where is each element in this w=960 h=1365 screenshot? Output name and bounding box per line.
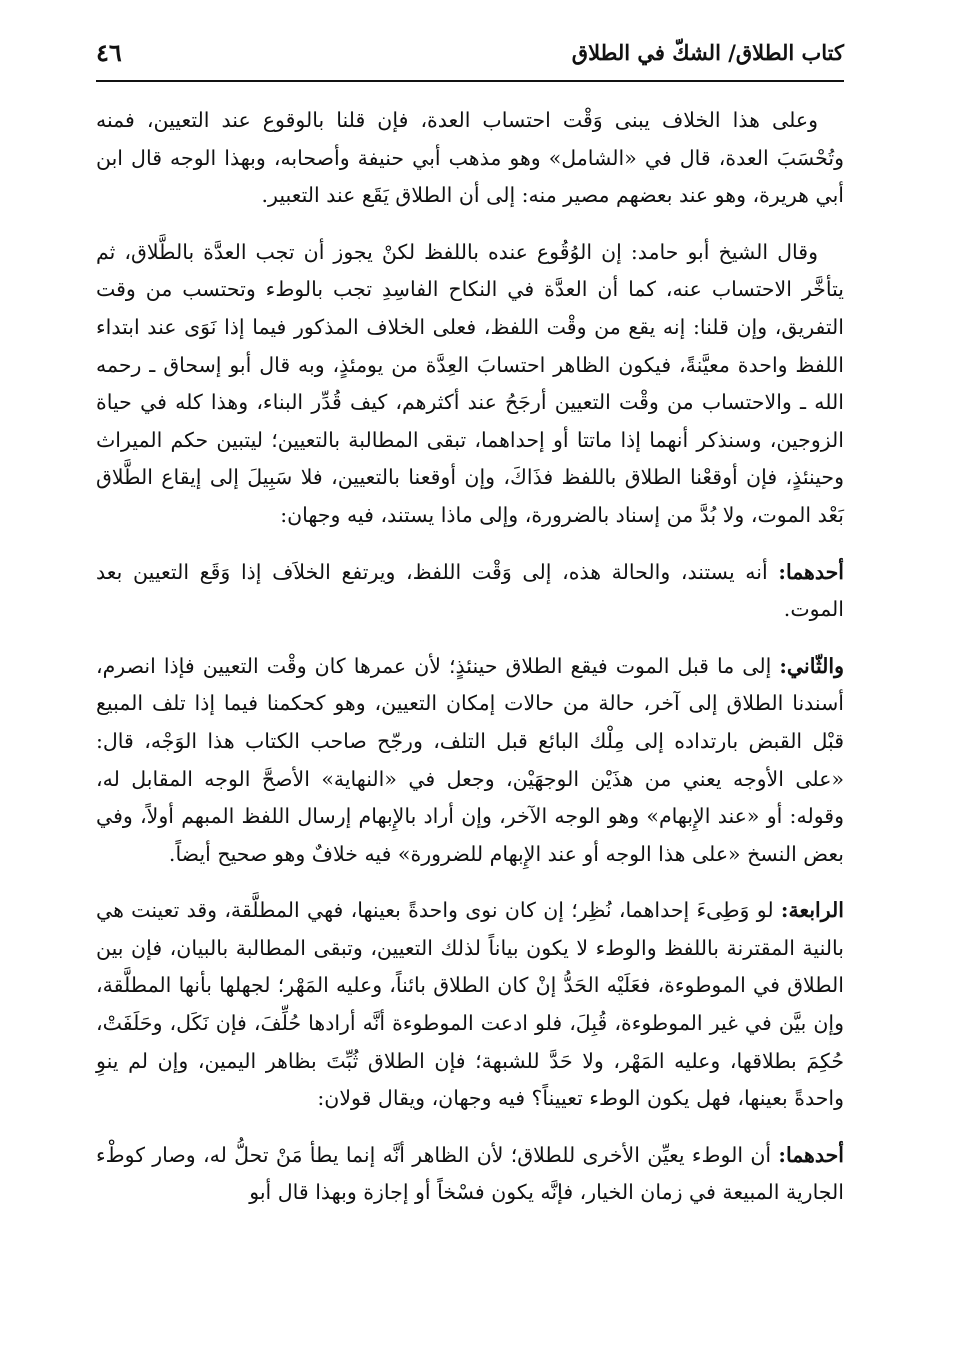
paragraph-text: وقال الشيخ أبو حامد: إن الوُقُوع عنده باللفظ لكنْ يجوز أن تجب العدَّة بالطَّلاق، ثم يتأخَّر الاحتساب عنه، كما أن العدَّة في النكاح الفاسِدِ تجب بالوطء وتحتسب من وقت التفريق، وإن قلنا: إنه يقع من وقْت اللفظ، فعلى الخلاف المذكور فيما إذا نَوَى عند ابتداء اللفظ واحدة معيَّنةً، فيكون الظاهر احتسابَ العِدَّة من يومئذٍ، وبه قال أبو إسحاق ـ رحمه الله ـ والاحتساب من وقْت التعيين أرجَحُ عند أكثرهم، كيف قُدِّر البناء، وهذا كله في حياة الزوجين، وسنذكر أنهما إذا ماتتا أو إحداهما، تبقى المطالبة بالتعيين؛ ليتبين حكم الميراث وحينئذٍ، فإن أوقعْنا الطلاق باللفظ فذَاكَ، وإن أوقعنا بالتعيين، فلا سَبِيلَ إلى إيقاع الطَّلاق بَعْد الموت، ولا بُدَّ من إسناد بالضرورة، وإلى ماذا يستند، فيه وجهان: [96,239,844,527]
paragraph-text: إلى ما قبل الموت فيقع الطلاق حينئذٍ؛ لأن عمرها كان وقْت التعيين فإذا انصرم، أسندنا الطلاق إلى آخر، حالة من حالات إمكان التعيين، وهو كحكمنا فيما إذا تلف المبيع قبْل القبض بارتداده إلى مِلْك البائع قبل التلف، ورجّح صاحب الكتاب هذا الوَجْه، قال: «على الأوجه يعني من هذَيْن الوجهَيْن، وجعل في «النهاية» الأصحَّ الوجه المقابل له، وقوله: أو «عند الإِبهام» وهو الوجه الآخر، وإن أراد بالإِبهام إرسال اللفظ المبهم أولاً، وفي بعض النسخ «على هذا الوجه أو عند الإِبهام للضرورة» فيه خلافٌ وهو صحيح أيضاً. [96,653,844,866]
paragraph-1 [96,102,844,215]
paragraph-6 [96,1137,844,1212]
paragraph-text: أنه يستند، والحالة هذه، إلى وَقْت اللفظ، ويرتفع الخلاَف إذا وَقَع التعيين بعد الموت. [96,559,844,622]
page-number: ٤٦ [96,38,122,67]
paragraph-3 [96,554,844,629]
paragraph-5 [96,892,844,1118]
running-header [96,36,844,82]
paragraph-text: وعلى هذا الخلاف يبنى وَقْت احتساب العدة، فإن قلنا بالوقوع عند التعيين، فمنه وتُحْسَبَ العدة، قال في «الشامل» وهو مذهب أبي حنيفة وأصحابه، وبهذا الوجه قال ابن أبي هريرة، وهو عند بعضهم مصير منه: إلى أن الطلاق يَقَع عند التعبير. [96,108,844,208]
paragraph-4 [96,648,844,874]
chapter-title: كتاب الطلاق/ الشكّ في الطلاق [571,40,844,65]
paragraph-lead: والثّاني: [779,653,844,678]
paragraph-text: أن الوطء يعيِّن الأخرى للطلاق؛ لأن الظاهر أنَّه إنما يطأ مَنْ تحلُّ له، وصار كوطْء الجارية المبيعة في زمان الخيار، فإنَّه يكون فسْخاً أو إجازة وبهذا قال أبو [96,1142,844,1205]
book-page [96,36,844,1231]
body-text [96,102,844,1212]
paragraph-lead: أحدهما: [778,559,844,584]
paragraph-lead: أحدهما: [778,1142,844,1167]
paragraph-lead: الرابعة: [780,898,844,923]
paragraph-2 [96,234,844,535]
paragraph-text: لو وَطِىءَ إحداهما، نُظِر؛ إن كان نوى واحدةً بعينها، فهي المطلَّقة، وقد تعينت هي بالنية المقترنة باللفظ والوطء لا يكون بياناً لذلك التعيين، وتبقى المطالبة بالبيان، فإن بين الطلاق في الموطوءة، فعَلَيْه الحَدُّ إنْ كان الطلاق بائناً، وعليه المَهْر؛ لجهلها بأنها المطلَّقة، وإن بيَّن في غير الموطوءة، قُبِلَ، فلو ادعت الموطوءة أنَّه أرادها حُلِّفَ، فإن نَكَل، وحَلَفَتْ، حُكِمَ بطلاقها، وعليه المَهْر، ولا حَدَّ للشبهة؛ فإن الطلاق ثُبِّتَ بظاهر اليمين، وإن لم ينوِ واحدةً بعينها، فهل يكون الوطء تعييناً؟ فيه وجهان، ويقال قولان: [96,898,844,1111]
